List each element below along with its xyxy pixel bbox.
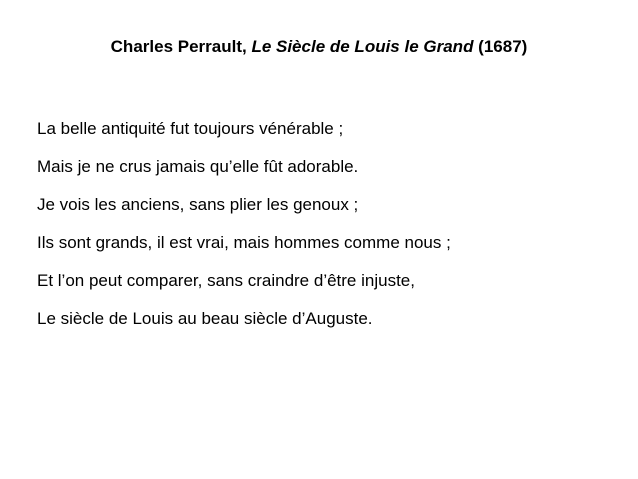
poem-excerpt — [37, 118, 627, 346]
verse-line: La belle antiquité fut toujours vénérable ; — [37, 119, 344, 138]
title-work: Le Siècle de Louis le Grand — [251, 37, 474, 56]
slide-title — [0, 36, 638, 58]
verse-line: Ils sont grands, il est vrai, mais hommes comme nous ; — [37, 233, 451, 252]
verse-line: Et l’on peut comparer, sans craindre d’être injuste, — [37, 271, 415, 290]
title-author: Charles Perrault, — [110, 37, 252, 56]
verse-line: Mais je ne crus jamais qu’elle fût adorable. — [37, 157, 359, 176]
verse-line: Le siècle de Louis au beau siècle d’Auguste. — [37, 309, 373, 328]
verse-line: Je vois les anciens, sans plier les genoux ; — [37, 195, 359, 214]
title-year: (1687) — [473, 37, 528, 56]
